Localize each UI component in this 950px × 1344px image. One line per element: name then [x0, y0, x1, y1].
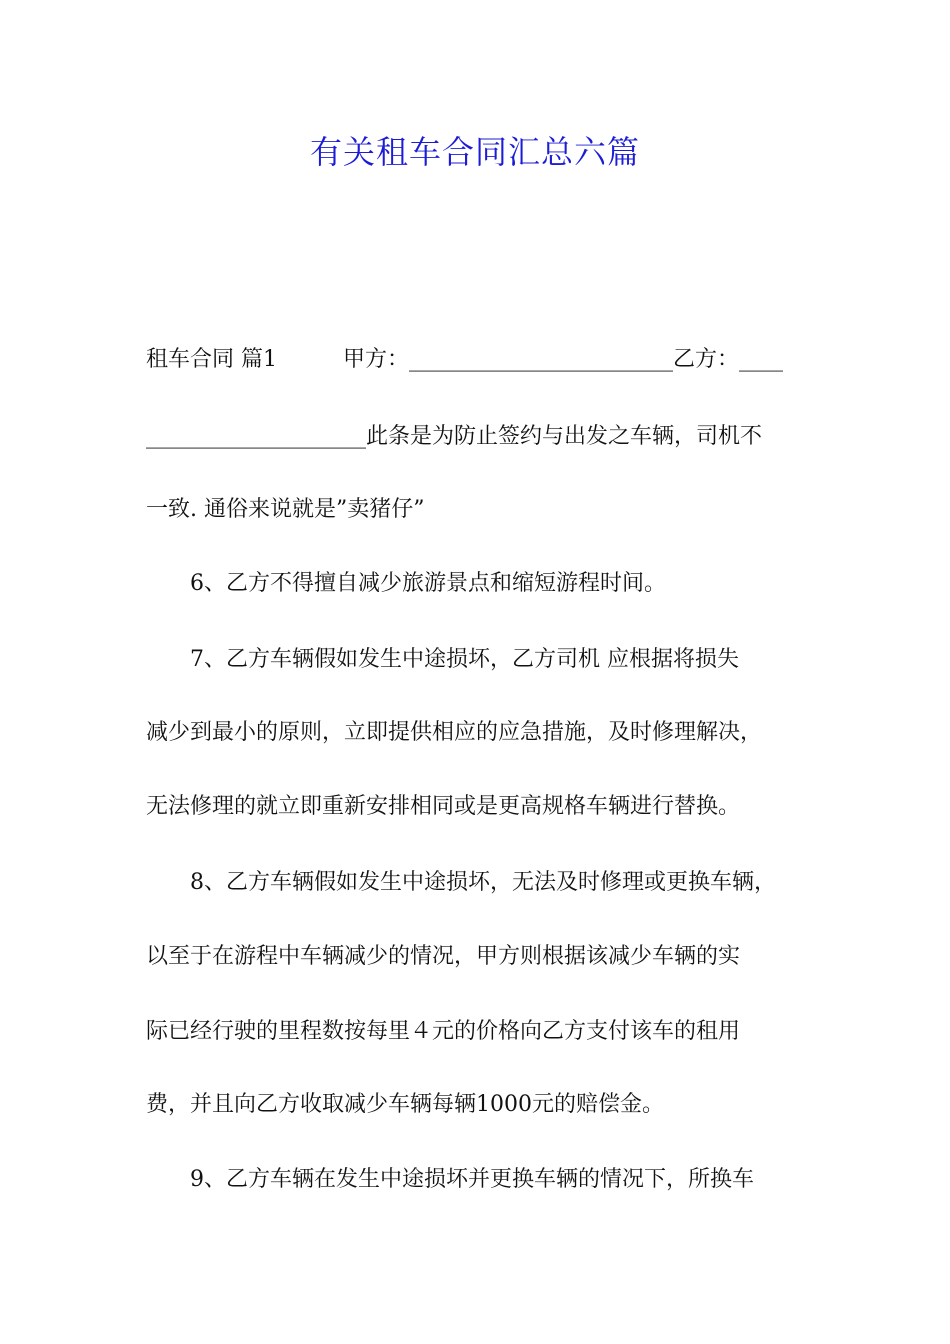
- text-line-4: 6、乙方不得擅自减少旅游景点和缩短游程时间。: [190, 571, 666, 596]
- text-line-7: 无法修理的就立即重新安排相同或是更高规格车辆进行替换。: [146, 794, 741, 819]
- text-line-12: 9、乙方车辆在发生中途损坏并更换车辆的情况下，所换车: [190, 1167, 754, 1192]
- text-line-10: 际已经行驶的里程数按每里４元的价格向乙方支付该车的租用: [146, 1019, 741, 1044]
- text-line-2: ____________________此条是为防止签约与出发之车辆，司机不: [146, 424, 763, 449]
- text-line-6: 减少到最小的原则，立即提供相应的应急措施，及时修理解决，: [146, 720, 763, 745]
- text-line-1: 租车合同 篇1 甲方：________________________乙方：____: [146, 347, 783, 372]
- text-line-3: 一致. 通俗来说就是”卖猪仔”: [146, 497, 425, 522]
- document-title: 有关租车合同汇总六篇: [309, 133, 640, 171]
- text-line-11: 费，并且向乙方收取减少车辆每辆1000元的赔偿金。: [146, 1092, 664, 1117]
- text-line-8: 8、乙方车辆假如发生中途损坏，无法及时修理或更换车辆，: [190, 870, 776, 895]
- text-line-5: 7、乙方车辆假如发生中途损坏，乙方司机 应根据将损失: [190, 647, 739, 672]
- text-line-9: 以至于在游程中车辆减少的情况，甲方则根据该减少车辆的实: [146, 944, 741, 969]
